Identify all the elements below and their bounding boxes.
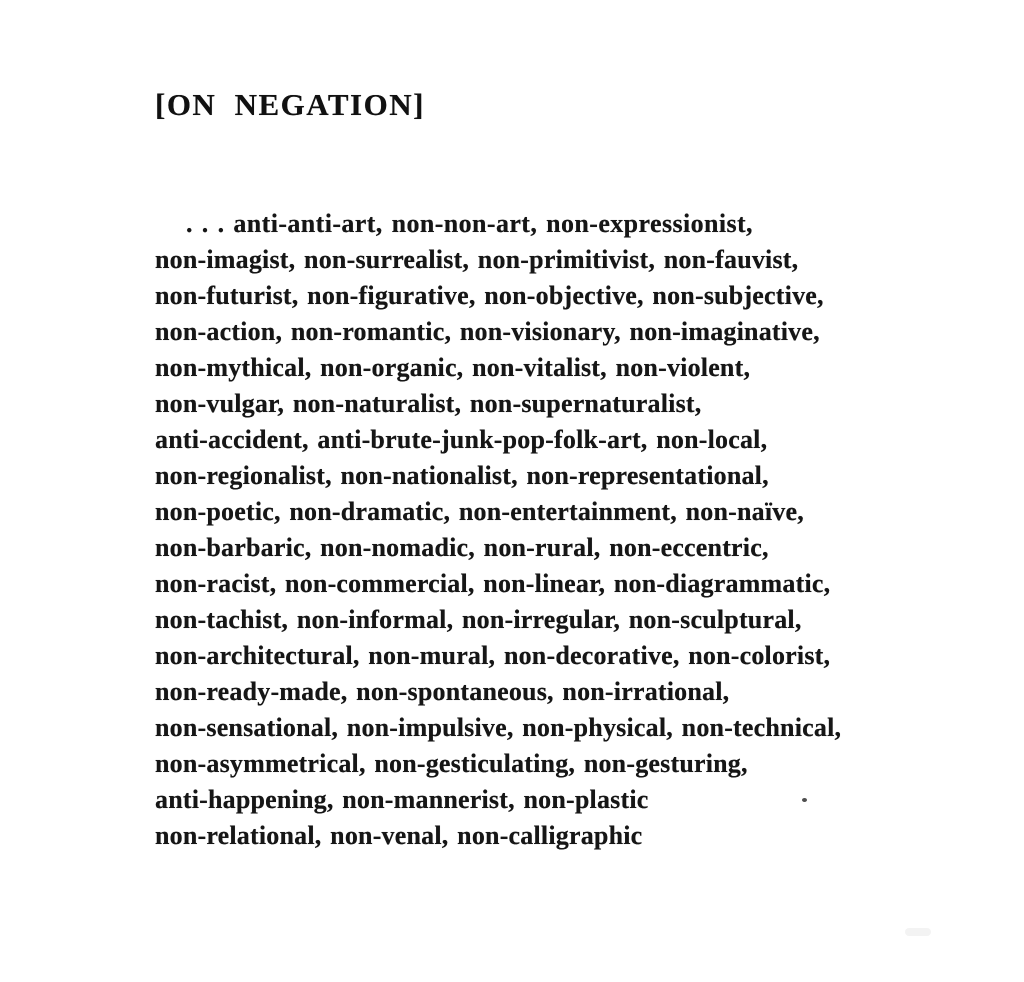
text-line: non-futurist, non-figurative, non-objective, non-subjective, <box>155 281 824 311</box>
text-line: anti-accident, anti-brute-junk-pop-folk-art, non-local, <box>155 425 768 455</box>
page-content <box>155 88 945 854</box>
text-line: non-action, non-romantic, non-visionary, non-imaginative, <box>155 317 820 347</box>
text-line: non-tachist, non-informal, non-irregular, non-sculptural, <box>155 605 802 635</box>
text-line: non-vulgar, non-naturalist, non-supernaturalist, <box>155 389 702 419</box>
text-line: non-barbaric, non-nomadic, non-rural, non-eccentric, <box>155 533 769 563</box>
text-line: . . . anti-anti-art, non-non-art, non-expressionist, <box>186 209 753 239</box>
text-line: non-poetic, non-dramatic, non-entertainment, non-naïve, <box>155 497 804 527</box>
text-line: non-racist, non-commercial, non-linear, non-diagrammatic, <box>155 569 831 599</box>
text-line: anti-happening, non-mannerist, non-plastic <box>155 785 649 815</box>
text-line: non-imagist, non-surrealist, non-primitivist, non-fauvist, <box>155 245 799 275</box>
scan-smudge <box>905 928 931 936</box>
text-line: non-sensational, non-impulsive, non-physical, non-technical, <box>155 713 842 743</box>
text-line: non-asymmetrical, non-gesticulating, non-gesturing, <box>155 749 748 779</box>
text-line: non-mythical, non-organic, non-vitalist, non-violent, <box>155 353 751 383</box>
text-line: non-architectural, non-mural, non-decorative, non-colorist, <box>155 641 831 671</box>
page-title: [ON NEGATION] <box>155 87 425 122</box>
poem-body <box>155 206 945 854</box>
text-line: non-relational, non-venal, non-calligraphic <box>155 821 643 851</box>
text-line: non-ready-made, non-spontaneous, non-irrational, <box>155 677 730 707</box>
text-line: non-regionalist, non-nationalist, non-representational, <box>155 461 769 491</box>
scan-speck <box>802 798 807 802</box>
